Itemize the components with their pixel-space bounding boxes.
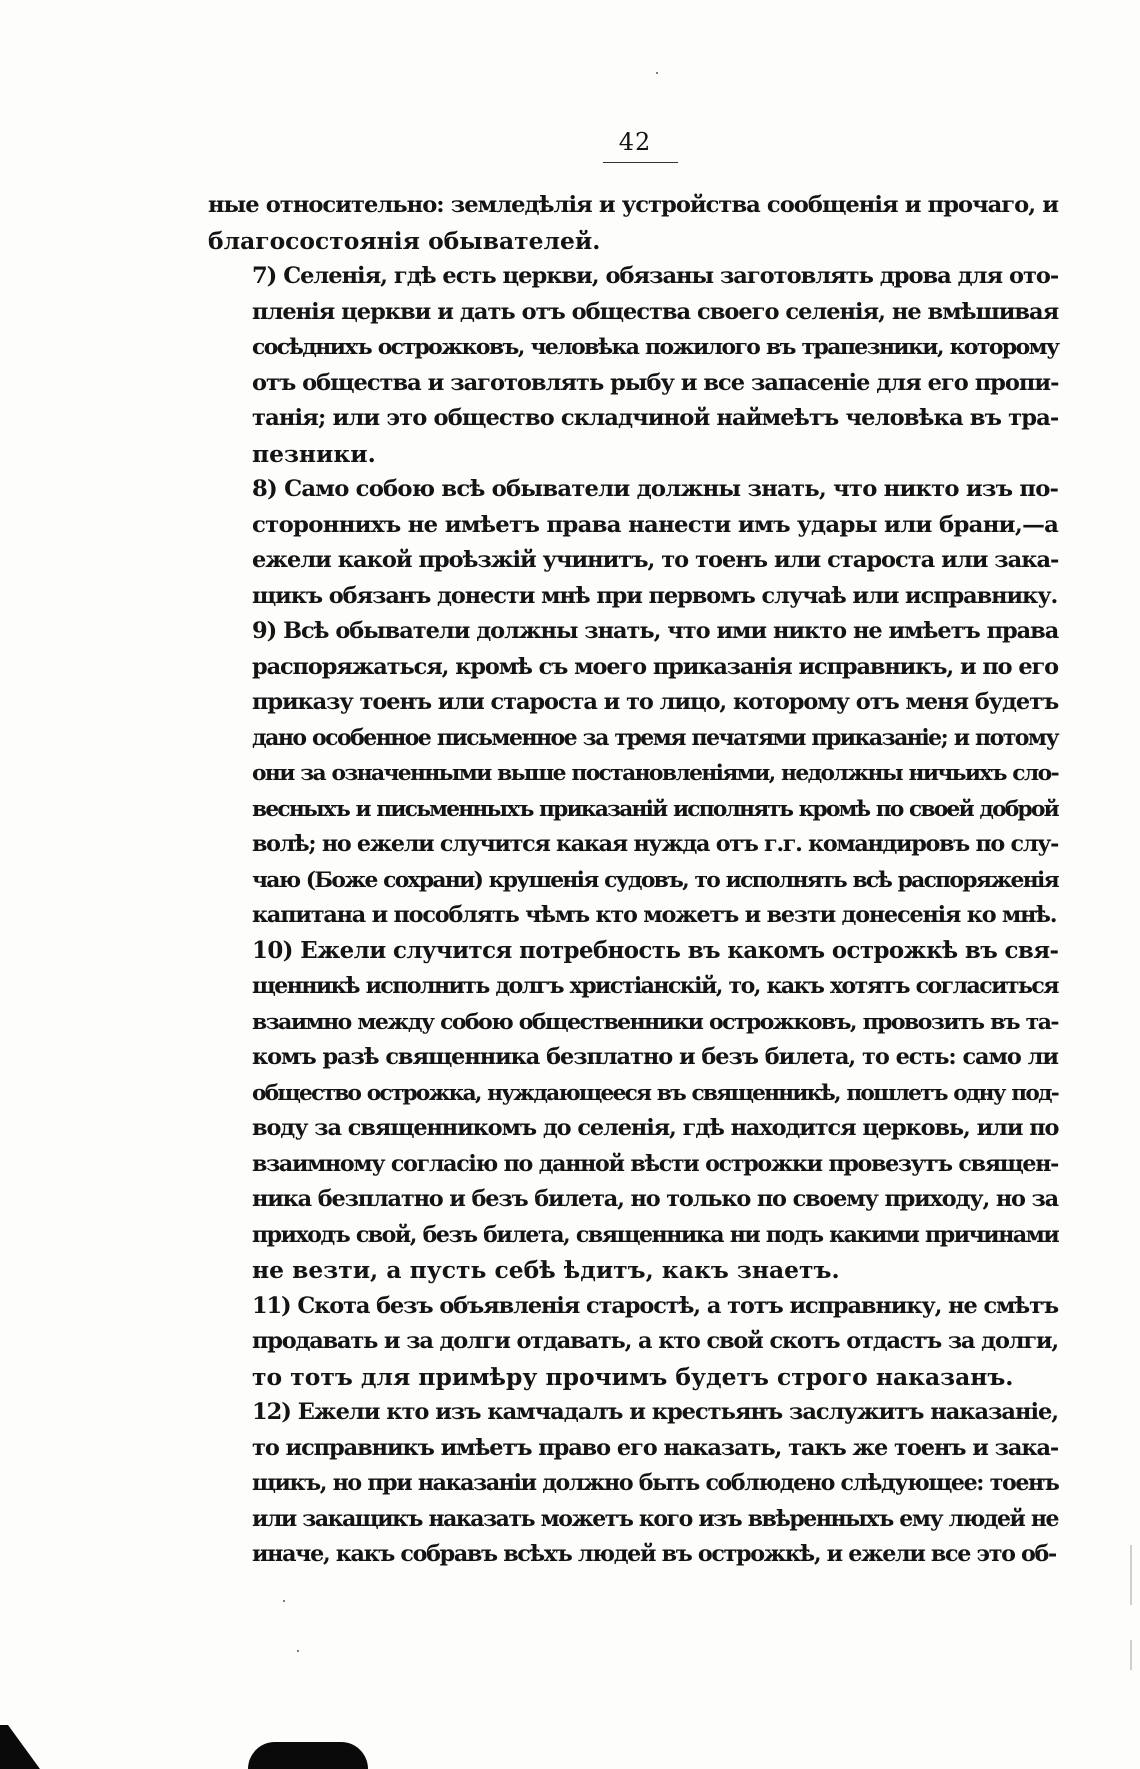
scan-edge-mark <box>1130 1640 1132 1670</box>
text-line: распоряжаться, кромѣ съ моего приказанія исправникъ, и по его <box>252 653 1058 680</box>
scan-speck <box>297 1650 299 1652</box>
text-line: 8) Само собою всѣ обыватели должны знать, что никто изъ по- <box>252 476 1059 502</box>
text-line: приходъ свой, безъ билета, священника ни подъ какими причинами <box>252 1221 1059 1248</box>
text-line: воду за священникомъ до селенія, гдѣ находится церковь, или по <box>252 1115 1059 1141</box>
text-line: капитана и пособлять чѣмъ кто можетъ и везти донесенія ко мнѣ. <box>252 902 1057 928</box>
text-line: они за означенными выше постановленіями, недолжны ничьихъ сло- <box>252 761 1058 786</box>
paragraph-p-7 <box>208 259 1058 472</box>
text-line: приказу тоенъ или староста и то лицо, которому отъ меня будетъ <box>252 689 1059 715</box>
paragraph-p-12 <box>208 1395 1058 1573</box>
text-line: щикъ обязанъ донести мнѣ при первомъ случаѣ или исправнику. <box>252 582 1058 609</box>
text-line: иначе, какъ собравъ всѣхъ людей въ острожкѣ, и ежели все это об- <box>252 1541 1056 1567</box>
scan-corner-blot <box>0 1725 40 1769</box>
text-line: благосостоянія обывателей. <box>208 226 601 255</box>
paragraph-p-10 <box>208 934 1058 1289</box>
text-line: комъ разѣ священника безплатно и безъ билета, то есть: само ли <box>252 1044 1058 1070</box>
page-number: 42 <box>618 128 652 156</box>
text-line: ника безплатно и безъ билета, но только по своему приходу, но за <box>252 1186 1058 1212</box>
scan-speck <box>283 1600 285 1602</box>
text-line: пезники. <box>252 439 376 468</box>
text-line: 10) Ежели случится потребность въ какомъ острожкѣ въ свя- <box>252 937 1059 964</box>
scan-bottom-blot <box>248 1742 368 1769</box>
text-line: щикъ, но при наказаніи должно быть соблюдено слѣдующее: тоенъ <box>252 1470 1059 1496</box>
text-line: или закащикъ наказать можетъ кого изъ ввѣренныхъ ему людей не <box>252 1505 1059 1532</box>
text-line: не везти, а пусть себѣ ѣдитъ, какъ знаетъ. <box>252 1256 840 1284</box>
text-line: продавать и за долги отдавать, а кто свой скотъ отдастъ за долги, <box>252 1328 1058 1354</box>
paragraph-p-9 <box>208 614 1058 934</box>
text-line: взаимному согласію по данной вѣсти острожки провезутъ священ- <box>252 1150 1058 1177</box>
text-line: стороннихъ не имѣетъ права нанести имъ удары или брани,—а <box>252 511 1059 538</box>
body-text <box>208 188 1058 1573</box>
paragraph-p-cont <box>208 188 1058 259</box>
text-line: то тотъ для примѣру прочимъ будетъ строго наказанъ. <box>252 1362 1014 1391</box>
text-line: чаю (Боже сохрани) крушенія судовъ, то исполнять всѣ распоряженія <box>252 867 1058 893</box>
text-line: танія; или это общество складчиной наймеѣтъ человѣка въ тра- <box>252 405 1059 431</box>
text-line: 11) Скота безъ объявленія старостѣ, а тотъ исправнику, не смѣтъ <box>252 1292 1058 1319</box>
paragraph-p-8 <box>208 472 1058 614</box>
text-line: отъ общества и заготовлять рыбу и все запасеніе для его пропи- <box>252 369 1059 396</box>
text-line: то исправникъ имѣетъ право его наказать, такъ же тоенъ и зака- <box>252 1434 1059 1461</box>
text-line: 12) Ежели кто изъ камчадалъ и крестьянъ заслужитъ наказаніе, <box>252 1399 1059 1425</box>
text-line: ежели какой проѣзжій учинитъ, то тоенъ или староста или зака- <box>252 547 1059 573</box>
text-line: взаимно между собою общественники острожковъ, провозить въ та- <box>252 1008 1058 1035</box>
text-line: 7) Селенія, гдѣ есть церкви, обязаны заготовлять дрова для ото- <box>252 263 1059 289</box>
scan-edge-mark <box>1130 1545 1132 1605</box>
text-line: ные относительно: земледѣлія и устройства сообщенія и прочаго, и <box>208 192 1058 218</box>
text-line: весныхъ и письменныхъ приказаній исполнять кромѣ по своей доброй <box>252 796 1058 822</box>
text-line: волѣ; но ежели случится какая нужда отъ г.г. командировъ по слу- <box>252 831 1058 857</box>
paragraph-p-11 <box>208 1289 1058 1396</box>
text-line: пленія церкви и дать отъ общества своего селенія, не вмѣшивая <box>252 298 1059 325</box>
text-line: дано особенное письменное за тремя печатями приказаніе; и потому <box>252 724 1058 751</box>
text-line: щенникѣ исполнить долгъ христіанскій, то, какъ хотятъ согласиться <box>252 973 1058 999</box>
page-number-rule <box>603 162 678 163</box>
text-line: общество острожка, нуждающееся въ священникѣ, пошлетъ одну под- <box>252 1080 1059 1106</box>
scan-speck <box>656 72 658 74</box>
text-line: 9) Всѣ обыватели должны знать, что ими никто не имѣетъ права <box>252 618 1059 644</box>
text-line: сосѣднихъ острожковъ, человѣка пожилого въ трапезники, которому <box>252 334 1059 360</box>
